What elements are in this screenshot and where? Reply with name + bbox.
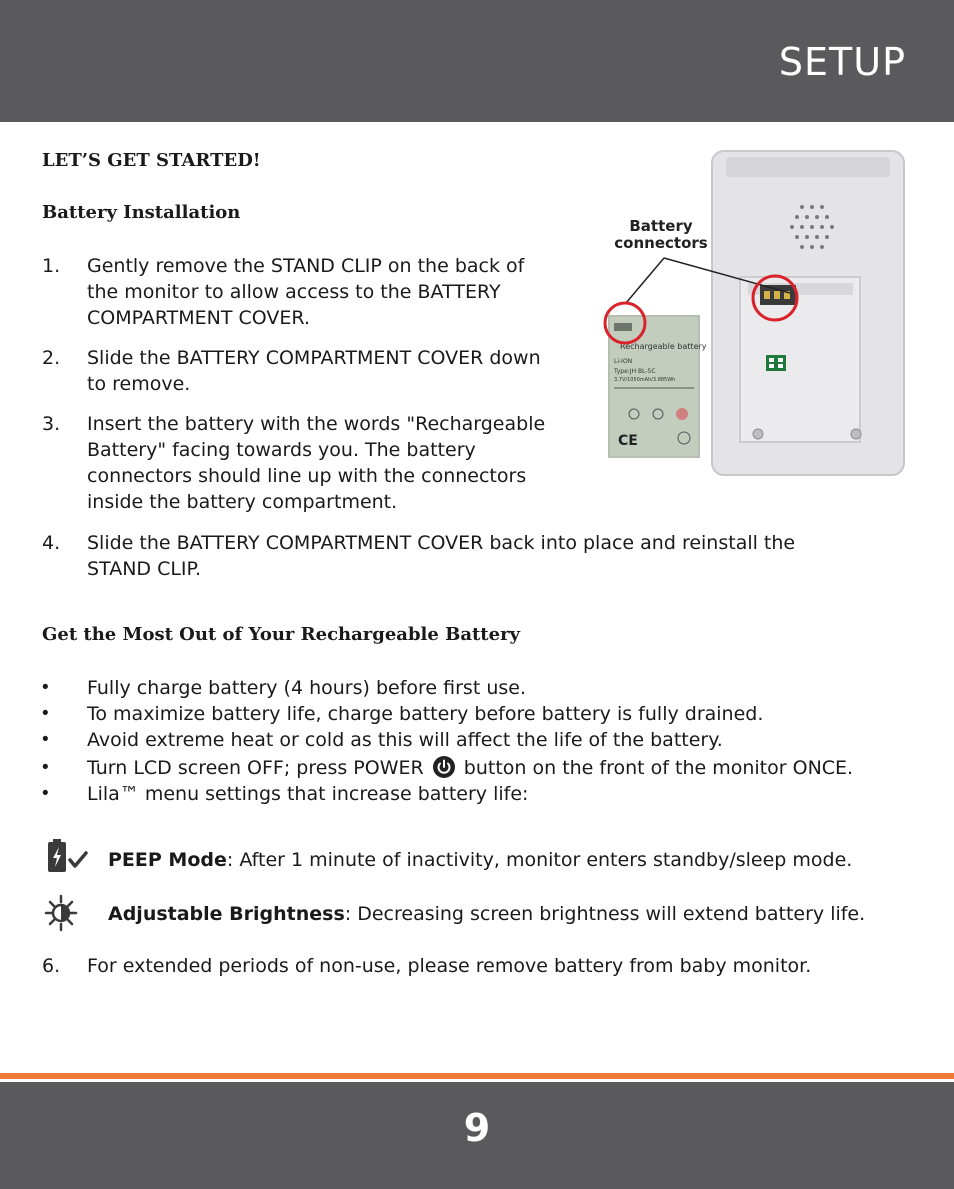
svg-text:Type:JH BL-5C: Type:JH BL-5C <box>614 368 656 375</box>
svg-text:CE: CE <box>618 433 638 449</box>
step-4-text: Slide the BATTERY COMPARTMENT COVER back into place and reinstall the STAND CLIP. <box>87 532 796 580</box>
battery-installation-heading: Battery Installation <box>42 202 241 223</box>
bullet-avoid-heat: Avoid extreme heat or cold as this will affect the life of the battery. <box>87 729 723 751</box>
brightness-description: Adjustable Brightness: Decreasing screen brightness will extend battery life. <box>108 903 866 925</box>
bullet-dot: • <box>42 729 49 750</box>
bullet-dot: • <box>42 757 49 778</box>
step-3-number: 3. <box>42 413 61 435</box>
step-1-text: Gently remove the STAND CLIP on the back of the monitor to allow access to the BATTERY COMPARTMENT COVER. <box>87 255 525 329</box>
svg-text:Rechargeable battery: Rechargeable battery <box>620 342 707 351</box>
svg-text:3.7V/1050mAh/3.885Wh: 3.7V/1050mAh/3.885Wh <box>614 377 676 383</box>
bullet-power-off: Turn LCD screen OFF; press POWER button on the front of the monitor ONCE. <box>87 757 854 779</box>
monitor-back-illustration <box>600 145 910 480</box>
step-6-number: 6. <box>42 955 61 977</box>
battery-installation-figure <box>600 145 910 480</box>
step-2-text: Slide the BATTERY COMPARTMENT COVER down to remove. <box>87 347 541 395</box>
lets-get-started-heading: LET’S GET STARTED! <box>42 150 261 171</box>
section-title: SETUP <box>778 40 906 84</box>
bullet-dot: • <box>42 783 49 804</box>
brightness-icon <box>44 894 78 932</box>
page-header <box>0 0 954 122</box>
bullet-dot: • <box>42 677 49 698</box>
bullet-dot: • <box>42 703 49 724</box>
bullet-charge-first: Fully charge battery (4 hours) before first use. <box>87 677 526 699</box>
step-1-number: 1. <box>42 255 61 277</box>
footer-accent-line <box>0 1073 954 1079</box>
battery-connectors-callout: Battery connectors <box>614 217 708 252</box>
step-4-number: 4. <box>42 532 61 554</box>
step-2-number: 2. <box>42 347 61 369</box>
peep-mode-description: PEEP Mode: After 1 minute of inactivity, monitor enters standby/sleep mode. <box>108 849 853 871</box>
power-icon <box>430 755 458 779</box>
step-6-text: For extended periods of non-use, please remove battery from baby monitor. <box>87 955 812 977</box>
bullet-lila-settings: Lila™ menu settings that increase battery life: <box>87 783 529 805</box>
svg-text:Li-ION: Li-ION <box>614 358 633 365</box>
battery-tips-heading: Get the Most Out of Your Rechargeable Battery <box>42 624 521 645</box>
step-3-text: Insert the battery with the words "Rechargeable Battery" facing towards you. The battery connectors should line up with the connectors inside the battery compartment. <box>87 413 546 513</box>
page-number: 9 <box>463 1106 491 1150</box>
bullet-maximize-life: To maximize battery life, charge battery before battery is fully drained. <box>87 703 764 725</box>
battery-check-icon <box>44 838 96 874</box>
